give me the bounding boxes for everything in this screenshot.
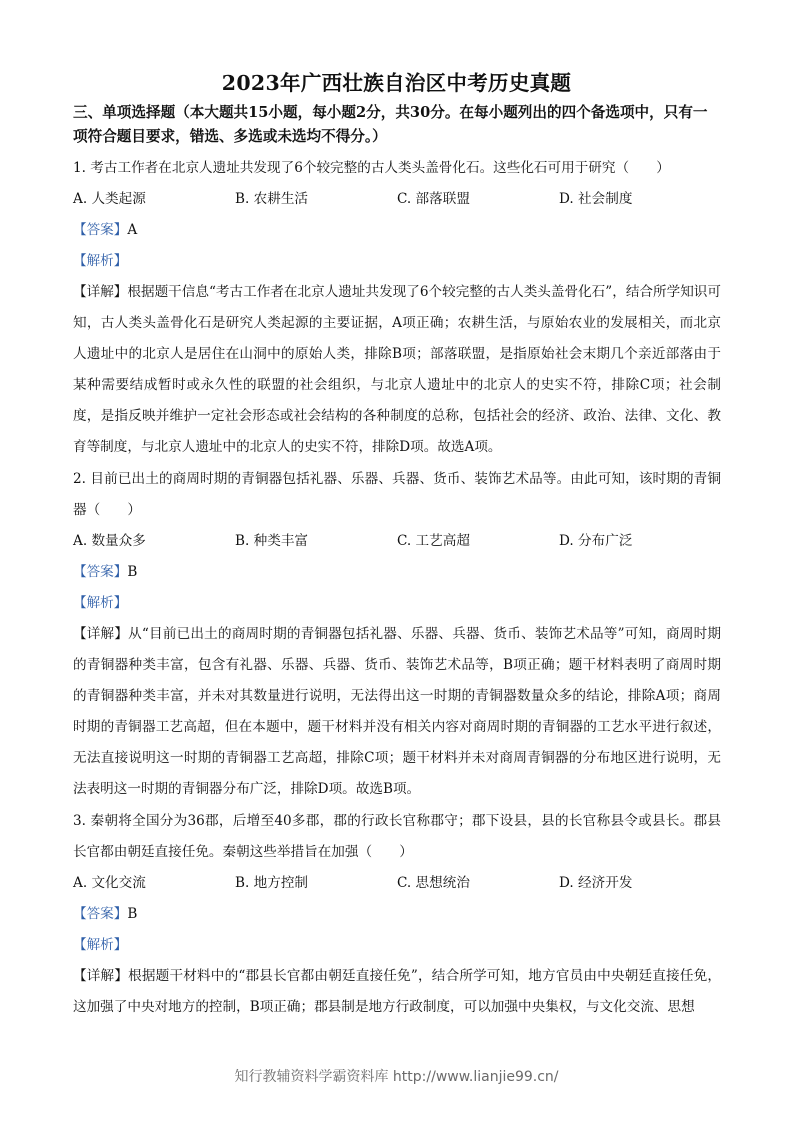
question-1-option-c: C. 部落联盟: [397, 191, 470, 207]
question-2-analysis: [73, 588, 721, 619]
question-1-detail: [73, 277, 721, 463]
question-2-option-b: B. 种类丰富: [235, 533, 309, 549]
answer-tag: 【答案】: [73, 906, 128, 922]
question-2-options: [73, 526, 721, 557]
analysis-tag: 【解析】: [73, 595, 128, 611]
answer-value: A: [127, 222, 138, 238]
detail-text: 根据题干信息“考古工作者在北京人遗址共发现了6个较完整的古人类头盖骨化石”，结合所学知识可知，古人类头盖骨化石是研究人类起源的主要证据，A项正确；农耕生活，与原始农业的发展相关，而北京人遗址中的北京人是居住在山洞中的原始人类，排除B项；部落联盟，是指原始社会末期几个亲近部落由于某种需要结成暂时或永久性的联盟的社会组织，与北京人遗址中的北京人的史实不符，排除C项；社会制度，是指反映并维护一定社会形态或社会结构的各种制度的总称，包括社会的经济、政治、法律、文化、教育等制度，与北京人遗址中的北京人的史实不符，排除D项。故选A项。: [73, 284, 722, 455]
document-title: 2023年广西壮族自治区中考历史真题: [221, 71, 572, 95]
question-2-answer: [73, 557, 721, 588]
detail-tag: 【详解】: [73, 626, 129, 642]
document-body: [73, 101, 721, 1023]
question-1-analysis: [73, 246, 721, 277]
question-1-option-d: D. 社会制度: [559, 191, 633, 207]
question-1-answer: [73, 215, 721, 246]
question-3-option-c: C. 思想统治: [397, 875, 470, 891]
question-3-option-b: B. 地方控制: [235, 875, 309, 891]
question-2-option-d: D. 分布广泛: [559, 533, 633, 549]
question-2-stem: 2. 目前已出土的商周时期的青铜器包括礼器、乐器、兵器、货币、装饰艺术品等。由此可知，该时期的青铜器（ ）: [73, 471, 721, 518]
answer-tag: 【答案】: [73, 564, 128, 580]
question-1-stem: 1. 考古工作者在北京人遗址共发现了6个较完整的古人类头盖骨化石。这些化石可用于研究（ ）: [73, 160, 670, 176]
footer-watermark: 知行教辅资料学霸资料库 http://www.lianjie99.cn/: [234, 1069, 559, 1085]
question-1-options: [73, 184, 721, 215]
question-3-stem: 3. 秦朝将全国分为36郡，后增至40多郡，郡的行政长官称郡守；郡下设县，县的长官称县令或县长。郡县长官都由朝廷直接任免。秦朝这些举措旨在加强（ ）: [73, 813, 721, 860]
question-2-detail: [73, 619, 721, 805]
question-2-option-c: C. 工艺高超: [397, 533, 470, 549]
detail-tag: 【详解】: [73, 968, 129, 984]
answer-tag: 【答案】: [73, 222, 128, 238]
answer-value: B: [127, 906, 138, 922]
question-1-option-a: A. 人类起源: [73, 191, 146, 207]
question-3-analysis: [73, 930, 721, 961]
analysis-tag: 【解析】: [73, 937, 128, 953]
question-3-answer: [73, 899, 721, 930]
section-heading: 三、单项选择题（本大题共15小题，每小题2分，共30分。在每小题列出的四个备选项中，只有一项符合题目要求，错选、多选或未选均不得分。）: [73, 104, 708, 145]
question-3: [73, 806, 721, 1023]
question-3-option-a: A. 文化交流: [73, 875, 146, 891]
detail-text: 根据题干材料中的“郡县长官都由朝廷直接任免”，结合所学可知，地方官员由中央朝廷直接任免，这加强了中央对地方的控制，B项正确；郡县制是地方行政制度，可以加强中央集权，与文化交流、思想: [73, 968, 721, 1015]
question-3-options: [73, 868, 721, 899]
question-3-detail: [73, 961, 721, 1023]
detail-text: 从“目前已出土的商周时期的青铜器包括礼器、乐器、兵器、货币、装饰艺术品等”可知，商周时期的青铜器种类丰富，包含有礼器、乐器、兵器、货币、装饰艺术品等，B项正确；题干材料表明了商周时期的青铜器种类丰富，并未对其数量进行说明，无法得出这一时期的青铜器数量众多的结论，排除A项；商周时期的青铜器工艺高超，但在本题中，题干材料并没有相关内容对商周时期的青铜器的工艺水平进行叙述，无法直接说明这一时期的青铜器工艺高超，排除C项；题干材料并未对商周青铜器的分布地区进行说明，无法表明这一时期的青铜器分布广泛，排除D项。故选B项。: [73, 626, 721, 797]
question-2-option-a: A. 数量众多: [73, 533, 146, 549]
question-3-option-d: D. 经济开发: [559, 875, 633, 891]
detail-tag: 【详解】: [73, 284, 128, 300]
question-1: [73, 153, 721, 463]
answer-value: B: [127, 564, 138, 580]
question-2: [73, 464, 721, 805]
question-1-option-b: B. 农耕生活: [235, 191, 309, 207]
analysis-tag: 【解析】: [73, 253, 128, 269]
